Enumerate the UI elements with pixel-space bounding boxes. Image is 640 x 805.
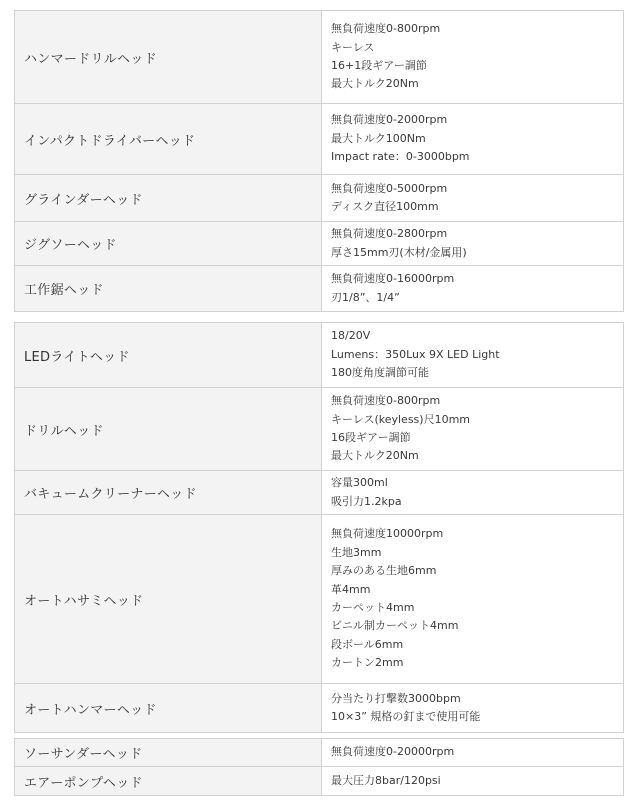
spec-line: ビニル制カーペット4mm bbox=[331, 619, 459, 633]
table-row bbox=[15, 388, 624, 471]
product-name-cell: バキュームクリーナーヘッド bbox=[15, 471, 322, 515]
spec-line: 無負荷速度0-20000rpm bbox=[331, 745, 455, 759]
table-row bbox=[15, 11, 624, 104]
spec-cell bbox=[322, 739, 624, 767]
product-name-cell: LEDライトヘッド bbox=[15, 323, 322, 388]
product-name-cell: 工作鋸ヘッド bbox=[15, 266, 322, 312]
product-name-cell: オートハサミヘッド bbox=[15, 515, 322, 684]
spec-line: 最大トルク20Nm bbox=[331, 77, 419, 91]
spec-cell bbox=[322, 222, 624, 266]
spec-line: 最大トルク100Nm bbox=[331, 131, 426, 145]
spec-line: 厚さ15mm刃(木材/金属用) bbox=[331, 245, 467, 259]
table-row bbox=[15, 767, 624, 796]
spec-line: 最大圧力8bar/120psi bbox=[331, 773, 441, 787]
spec-line: キーレス(keyless)尺10mm bbox=[331, 412, 471, 426]
spec-cell bbox=[322, 266, 624, 312]
spec-line: ディスク直径100mm bbox=[331, 200, 439, 213]
spec-line: 無負荷速度10000rpm bbox=[331, 527, 444, 541]
table-row bbox=[15, 323, 624, 388]
spec-line: 18/20V bbox=[331, 329, 371, 343]
spec-cell bbox=[322, 175, 624, 222]
spec-line: 無負荷速度0-2000rpm bbox=[331, 113, 448, 127]
spec-line: 無負荷速度0-800rpm bbox=[331, 22, 441, 36]
table-row bbox=[15, 471, 624, 515]
spec-cell bbox=[322, 515, 624, 684]
product-name-cell: ハンマードリルヘッド bbox=[15, 11, 322, 104]
spec-cell bbox=[322, 323, 624, 388]
spec-line: 生地3mm bbox=[331, 545, 382, 559]
spec-line: Lumens：350Lux 9X LED Light bbox=[331, 347, 500, 361]
spec-line: 16段ギアー調節 bbox=[331, 431, 411, 444]
spec-cell bbox=[322, 388, 624, 471]
spec-line: 最大トルク20Nm bbox=[331, 449, 419, 463]
product-name-cell: エアーポンプヘッド bbox=[15, 767, 322, 796]
spec-line: カートン2mm bbox=[331, 656, 404, 670]
spec-line: 厚みのある生地6mm bbox=[331, 564, 437, 578]
spec-cell bbox=[322, 767, 624, 796]
spec-line: 吸引力1.2kpa bbox=[331, 494, 402, 508]
table-row bbox=[15, 739, 624, 767]
spec-line: 無負荷速度0-2800rpm bbox=[331, 227, 448, 241]
spec-line: キーレス bbox=[331, 40, 375, 54]
spec-line: 180度角度調節可能 bbox=[331, 366, 429, 380]
spec-cell bbox=[322, 684, 624, 733]
product-name-cell: オートハンマーヘッド bbox=[15, 684, 322, 733]
table-row bbox=[15, 266, 624, 312]
table-row bbox=[15, 104, 624, 175]
product-name-cell: ドリルヘッド bbox=[15, 388, 322, 471]
table-row bbox=[15, 222, 624, 266]
spec-line: 段ボール6mm bbox=[331, 637, 404, 651]
spec-table-3 bbox=[14, 738, 624, 796]
table-row bbox=[15, 684, 624, 733]
product-name-cell: ジグソーヘッド bbox=[15, 222, 322, 266]
spec-line: Impact rate：0-3000bpm bbox=[331, 150, 470, 164]
spec-line: 無負荷速度0-5000rpm bbox=[331, 181, 448, 195]
table-row bbox=[15, 175, 624, 222]
spec-line: 16+1段ギアー調節 bbox=[331, 59, 427, 72]
spec-line: 刃1/8”、1/4” bbox=[331, 290, 400, 304]
product-name-cell: ソーサンダーヘッド bbox=[15, 739, 322, 767]
product-name-cell: インパクトドライバーヘッド bbox=[15, 104, 322, 175]
table-row bbox=[15, 515, 624, 684]
spec-line: 無負荷速度0-800rpm bbox=[331, 394, 441, 408]
spec-line: カーペット4mm bbox=[331, 601, 415, 614]
spec-cell bbox=[322, 11, 624, 104]
spec-cell bbox=[322, 471, 624, 515]
spec-line: 無負荷速度0-16000rpm bbox=[331, 272, 455, 286]
spec-line: 容量300ml bbox=[331, 476, 388, 490]
spec-table-1 bbox=[14, 10, 624, 312]
spec-cell bbox=[322, 104, 624, 175]
spec-line: 分当たり打撃数3000bpm bbox=[331, 691, 461, 705]
spec-table-2 bbox=[14, 322, 624, 733]
product-name-cell: グラインダーヘッド bbox=[15, 175, 322, 222]
spec-line: 革4mm bbox=[331, 582, 371, 596]
spec-line: 10×3” 規格の釘まで使用可能 bbox=[331, 710, 481, 723]
